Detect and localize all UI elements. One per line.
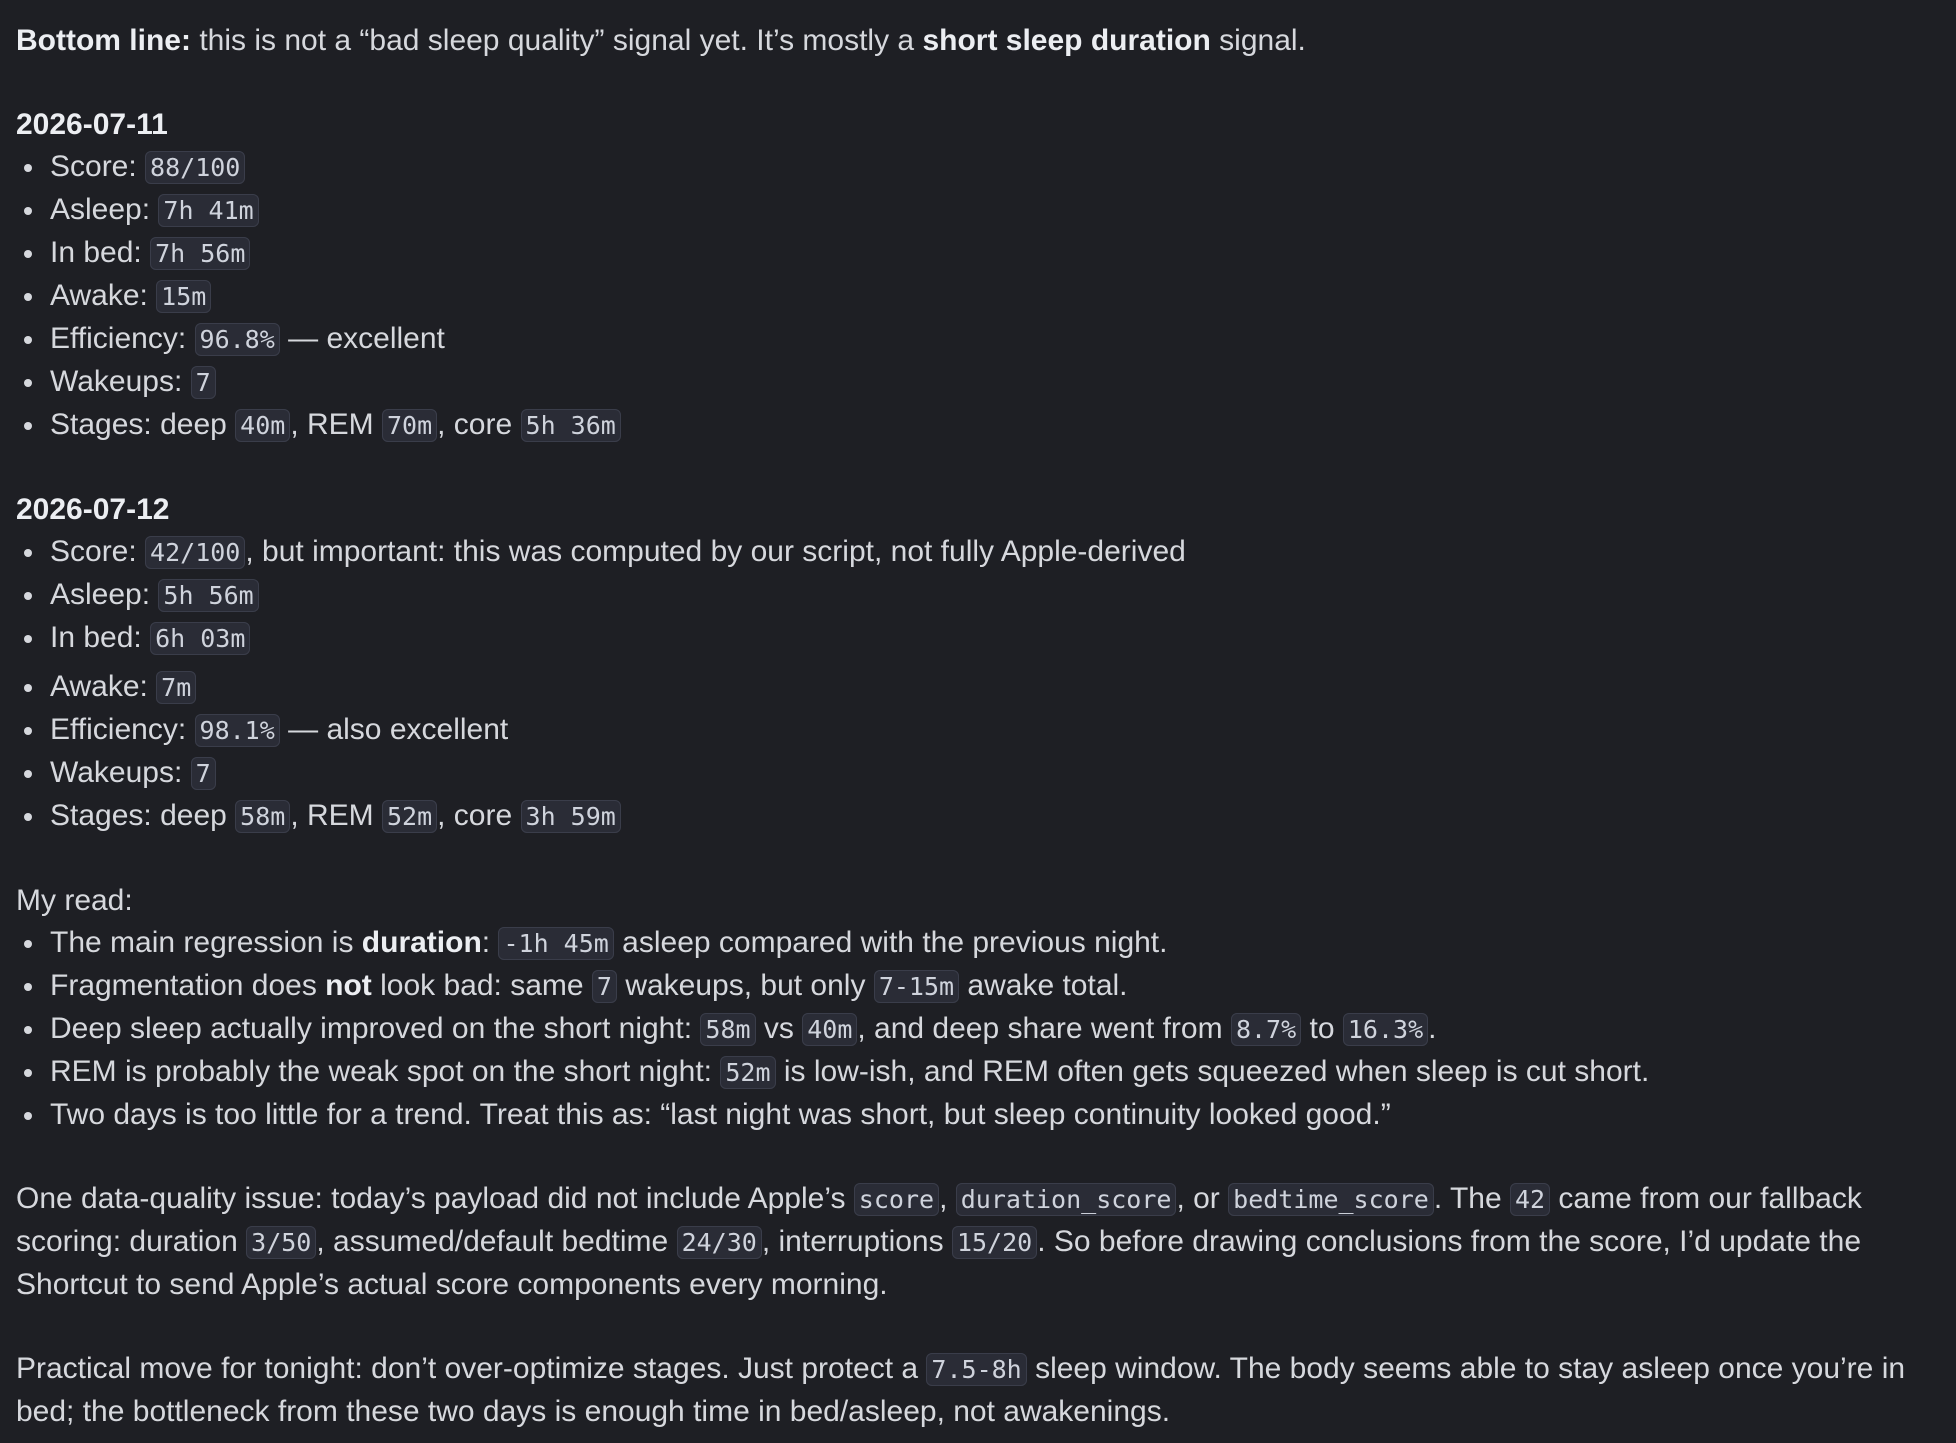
inline-code: 24/30: [677, 1226, 762, 1259]
inline-code: 52m: [720, 1056, 775, 1089]
deep-value: 58m: [235, 800, 290, 833]
inline-code: duration_score: [956, 1183, 1177, 1216]
list-item: The main regression is duration: -1h 45m asleep compared with the previous night.: [50, 922, 1936, 965]
core-value: 3h 59m: [521, 800, 621, 833]
inline-code: -1h 45m: [498, 927, 613, 960]
inline-code: 7-15m: [874, 970, 959, 1003]
asleep-value: 7h 41m: [158, 194, 258, 227]
list-item: Awake: 7m: [50, 666, 1936, 709]
inline-code: 7.5-8h: [926, 1353, 1026, 1386]
list-item: Asleep: 5h 56m: [50, 574, 1936, 617]
data-quality-paragraph: One data-quality issue: today’s payload did not include Apple’s score , duration_score , or bedtime_score . The 42 came from our fallback scoring: duration 3/50 , assumed/default bedtime 24/30 , interruptions 15/20 . So before drawing conclusions from the score, I’d update the Shortcut to send Apple’s actual score components every morning.: [16, 1182, 1862, 1301]
short-sleep-emphasis: short sleep duration: [922, 24, 1211, 57]
inline-code: 8.7%: [1231, 1013, 1301, 1046]
inline-code: bedtime_score: [1228, 1183, 1434, 1216]
score-value: 42/100: [145, 536, 245, 569]
list-item: Deep sleep actually improved on the short night: 58m vs 40m , and deep share went from 8.7% to 16.3% .: [50, 1008, 1936, 1051]
list-item: Stages: deep 58m , REM 52m , core 3h 59m: [50, 795, 1936, 838]
core-value: 5h 36m: [521, 409, 621, 442]
list-item: Two days is too little for a trend. Treat this as: “last night was short, but sleep continuity looked good.”: [50, 1094, 1936, 1136]
deep-value: 40m: [235, 409, 290, 442]
assistant-message: [16, 20, 1936, 1433]
list-item: Wakeups: 7: [50, 361, 1936, 404]
night2-date-heading: 2026-07-12: [16, 493, 170, 526]
list-item: In bed: 6h 03m: [50, 617, 1936, 660]
list-item: Stages: deep 40m , REM 70m , core 5h 36m: [50, 404, 1936, 447]
inline-code: 15/20: [952, 1226, 1037, 1259]
my-read-heading: My read:: [16, 884, 133, 917]
list-item: Fragmentation does not look bad: same 7 wakeups, but only 7-15m awake total.: [50, 965, 1936, 1008]
list-item: REM is probably the weak spot on the short night: 52m is low-ish, and REM often gets squeezed when sleep is cut short.: [50, 1051, 1936, 1094]
inline-code: 16.3%: [1343, 1013, 1428, 1046]
rem-value: 52m: [382, 800, 437, 833]
inline-code: 3/50: [246, 1226, 316, 1259]
night1-date-heading: 2026-07-11: [16, 108, 168, 141]
list-item: Awake: 15m: [50, 275, 1936, 318]
night2-stats-list: [16, 531, 1936, 838]
rem-value: 70m: [382, 409, 437, 442]
inline-code: score: [854, 1183, 939, 1216]
list-item: Wakeups: 7: [50, 752, 1936, 795]
bottom-line-label: Bottom line:: [16, 24, 191, 57]
efficiency-value: 96.8%: [195, 323, 280, 356]
wakeups-value: 7: [191, 366, 216, 399]
score-value: 88/100: [145, 151, 245, 184]
awake-value: 7m: [156, 671, 196, 704]
night1-stats-list: [16, 146, 1936, 447]
efficiency-value: 98.1%: [195, 714, 280, 747]
list-item: Score: 88/100: [50, 146, 1936, 189]
list-item: In bed: 7h 56m: [50, 232, 1936, 275]
wakeups-value: 7: [191, 757, 216, 790]
practical-paragraph: Practical move for tonight: don’t over-optimize stages. Just protect a 7.5-8h sleep window. The body seems able to stay asleep once you’re in bed; the bottleneck from these two days is enough time in bed/asleep, not awakenings.: [16, 1352, 1906, 1428]
list-item: Efficiency: 96.8% — excellent: [50, 318, 1936, 361]
list-item: Asleep: 7h 41m: [50, 189, 1936, 232]
inline-code: 58m: [700, 1013, 755, 1046]
list-item: Efficiency: 98.1% — also excellent: [50, 709, 1936, 752]
asleep-value: 5h 56m: [158, 579, 258, 612]
my-read-list: [16, 922, 1936, 1136]
inline-code: 7: [592, 970, 617, 1003]
bottom-line-paragraph: Bottom line: this is not a “bad sleep quality” signal yet. It’s mostly a short sleep duration signal.: [16, 24, 1306, 57]
inline-code: 40m: [802, 1013, 857, 1046]
awake-value: 15m: [156, 280, 211, 313]
list-item: Score: 42/100 , but important: this was computed by our script, not fully Apple-derived: [50, 531, 1936, 574]
inbed-value: 6h 03m: [150, 622, 250, 655]
inline-code: 42: [1510, 1183, 1550, 1216]
inbed-value: 7h 56m: [150, 237, 250, 270]
